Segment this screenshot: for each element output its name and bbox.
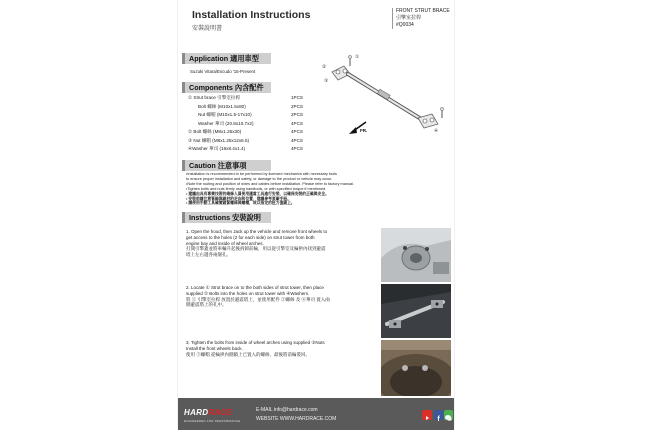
strut-brace-diagram [318, 52, 448, 144]
caution-line: to ensure proper installation and safety, or damage to the product or vehicle may occur. [186, 176, 333, 181]
email-link[interactable]: E-MAIL info@hardrace.com [256, 407, 318, 413]
caution-line: • 建議由具有專業技術的維修人員使用適當工具進行安裝，以確保安裝的正確與安全。 [186, 191, 329, 196]
list-item: ② Bolt 螺絲 (M8x1.25x30) 4PCS [188, 129, 304, 134]
caution-line: • 請使用手動工具確實鎖緊螺絲與螺帽，或以指定的扭力值鎖上。 [186, 201, 295, 206]
instructions-heading-bar [182, 212, 271, 223]
brand-tagline: ENGINEERED FOR PERFORMANCE [184, 419, 241, 423]
product-info [392, 8, 456, 29]
right-mount-plate [418, 114, 438, 128]
step-2-photo [381, 284, 451, 338]
front-label: FR. [360, 128, 368, 133]
list-item: ③ Nut 螺帽 (M8x1.25x12x6.5) 4PCS [188, 137, 304, 143]
callout-1: ① [355, 55, 360, 60]
instruction-step-2: 2. Locate ① Strut brace on to the both sides of strut tower, then place supplied ② Bolts into the holes on strut tower with ④Washers. 將 ① 引擎室拉桿 放置於避震塔上，並使用配件 ②螺絲 及 ④華司 置入兩 側避震塔上的孔中。 [186, 285, 330, 308]
application-heading: Application 適用車型 [189, 54, 259, 63]
contact-info [256, 406, 336, 424]
caution-heading-bar [182, 160, 271, 171]
page-title: Installation Instructions [192, 9, 311, 21]
application-heading-bar [182, 53, 271, 64]
brand-logo: HARDRACE [184, 408, 233, 417]
components-heading: Components 內含配件 [189, 83, 264, 92]
instruction-step-1: 1. Open the hood, then Jack up the vehicle and remove front wheels to get access to the holes (2 for each side) on strut tower from both engine bay and inside of wheel arches. 打開引擎蓋並將車輛升起後拆卸前輪，用以從引擎室及輪拱內找到避震 塔上左右邊各兩個孔。 [186, 229, 328, 258]
step-3-photo [381, 340, 451, 396]
callout-3: ③ [324, 79, 329, 84]
caution-text [186, 172, 386, 206]
callout-2: ② [322, 65, 327, 70]
strut-bar [348, 74, 426, 122]
svg-text:f: f [437, 416, 440, 423]
part-number: #Q0034 [396, 22, 414, 28]
product-name: FRONT STRUT BRACE [396, 8, 450, 14]
page-subtitle: 安裝說明書 [192, 26, 223, 32]
list-item: ④Washer 華司 (16x8.4x1.4) 4PCS [188, 146, 304, 151]
caution-line: • 安裝前請注意管線與線材的走向和位置，建議參考原廠手冊。 [186, 196, 291, 201]
caution-line: •Installation is recommended to be performed by licensed mechanics with necessary tools [186, 172, 337, 176]
hardware-bolts [348, 55, 443, 118]
components-heading-bar [182, 82, 271, 93]
step-1-photo [381, 228, 451, 282]
footer [178, 398, 454, 430]
wechat-icon[interactable] [444, 410, 453, 420]
product-name-zh: 引擎室拉桿 [396, 15, 422, 21]
youtube-icon[interactable] [422, 410, 432, 420]
website-link[interactable]: WEBSITE WWW.HARDRACE.COM [256, 416, 337, 422]
list-item: Bolt 螺絲 (M10x1.5x80) 2PCS [198, 103, 304, 109]
instruction-step-3: 3. Tighten the bolts from inside of wheel arches using supplied ③Nuts Install the front wheels back. 使用 ③螺帽 從輪拱內側鎖上已置入的螺絲，最後將前輪裝回。 [186, 340, 325, 357]
facebook-icon[interactable] [434, 410, 444, 423]
list-item: Nut 螺帽 (M10x1.5-17x10) 2PCS [198, 112, 304, 117]
caution-line: •Tighten bolts and nuts firmly using handtools, or with specified torque if mentioned. [186, 186, 327, 191]
caution-line: •Note the routing and position of wires and cables before installation. Please refer to factory manual. [186, 181, 355, 186]
instructions-heading: Instructions 安裝說明 [189, 213, 261, 222]
list-item: Washer 華司 (20.8x10.7x2) 4PCS [198, 120, 304, 126]
application-vehicle: Suzuki Vitara/Escudo '15-Present [190, 69, 256, 74]
callout-4: ④ [434, 129, 439, 134]
instruction-sheet [178, 0, 454, 430]
caution-heading: Caution 注意事項 [189, 161, 247, 170]
list-item: ① Strut brace 引擎室拉桿 1PCS [188, 95, 304, 100]
components-list [188, 94, 304, 154]
header [178, 0, 454, 40]
